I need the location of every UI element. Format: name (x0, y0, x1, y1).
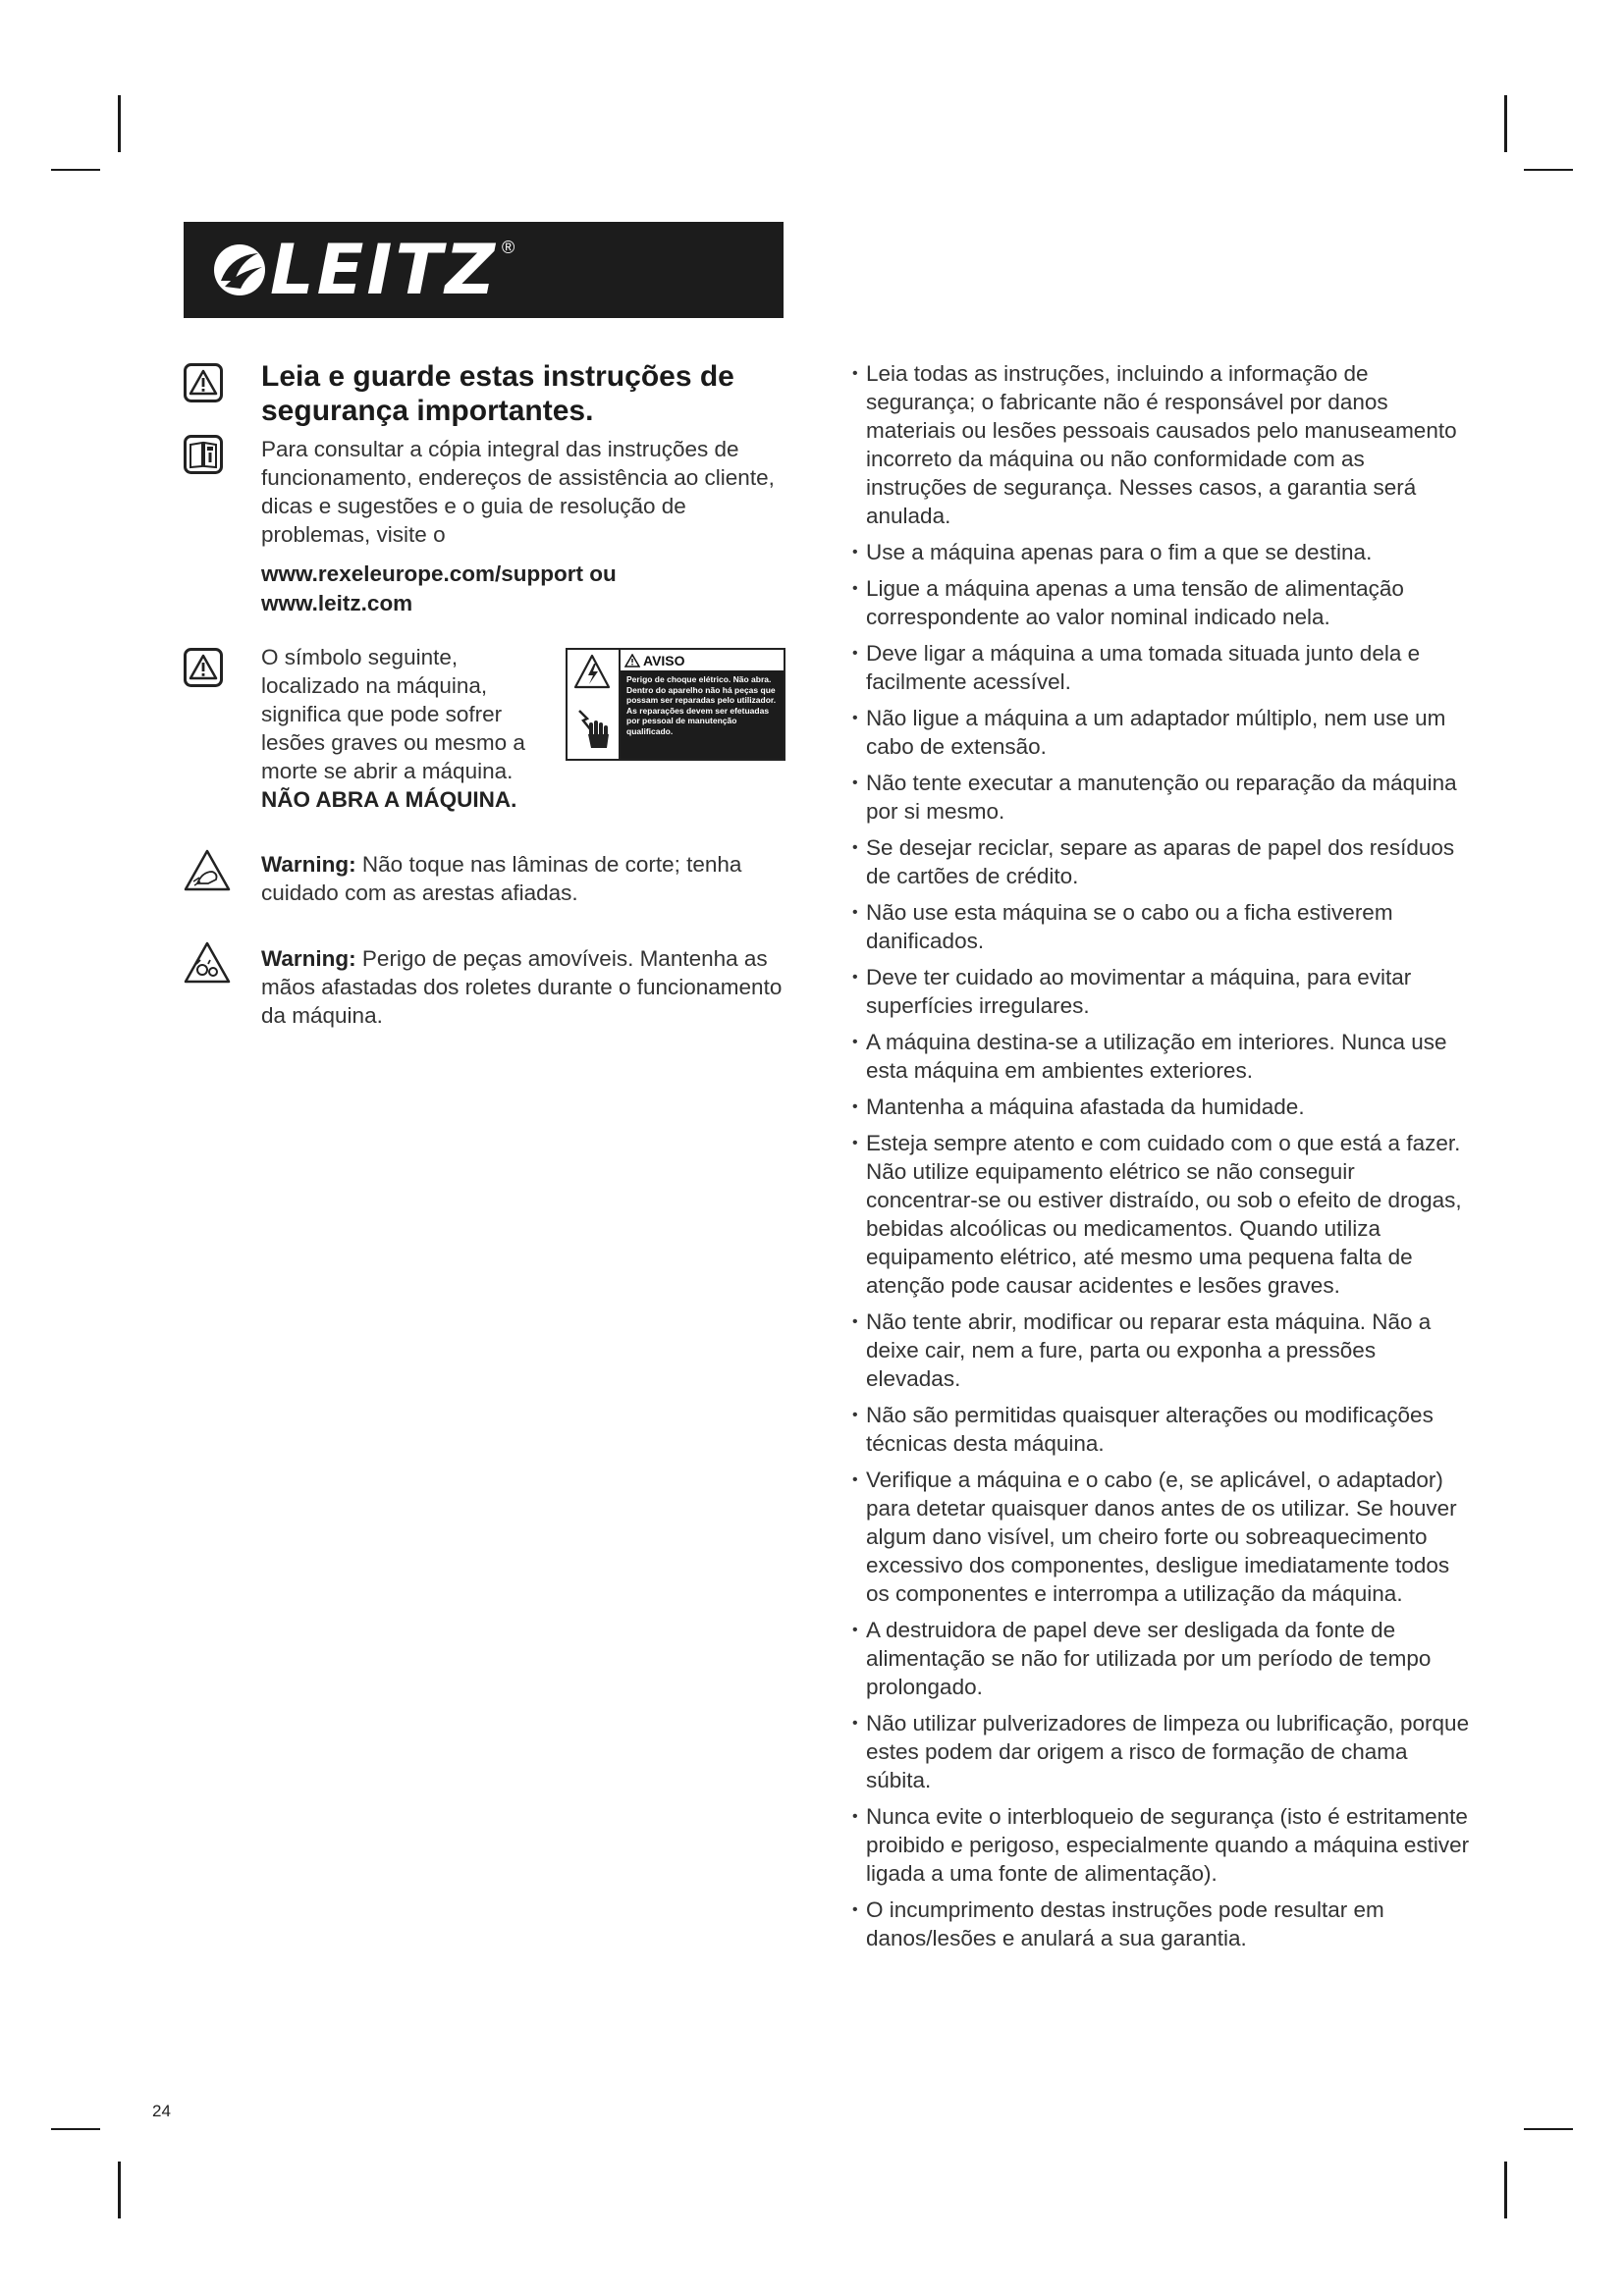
section-heading: Leia e guarde estas instruções de segurança importantes. (261, 360, 734, 427)
blade-hazard-icon (183, 848, 232, 893)
warning-text: Não toque nas lâminas de corte; tenha cuidado com as arestas afiadas. (261, 852, 742, 905)
warning-label: Warning: (261, 852, 356, 877)
bullet-item: • Não tente executar a manutenção ou reparação da máquina por si mesmo. (852, 769, 1471, 826)
registered-mark: ® (501, 238, 515, 257)
hand-shock-icon (573, 705, 613, 752)
bullet-item: • Se desejar reciclar, separe as aparas de papel dos resíduos de cartões de crédito. (852, 833, 1471, 890)
symbol-explanation-text: O símbolo seguinte, localizado na máquina, significa que pode sofrer lesões graves ou mesmo a morte se abrir a máquina. (261, 645, 525, 783)
support-urls (261, 560, 791, 618)
aviso-header (619, 650, 784, 670)
electric-shock-icon (573, 654, 611, 691)
warning-text: Perigo de peças amovíveis. Mantenha as mãos afastadas dos roletes durante o funcionamento da máquina. (261, 946, 783, 1028)
bullet-item: • Não tente abrir, modificar ou reparar esta máquina. Não a deixe cair, nem a fure, parta ou exponha a pressões elevadas. (852, 1308, 1471, 1393)
bullet-item: • Deve ter cuidado ao movimentar a máquina, para evitar superfícies irregulares. (852, 963, 1471, 1020)
aviso-title: AVISO (643, 652, 685, 668)
crop-mark (118, 95, 121, 152)
bullet-item: • O incumprimento destas instruções pode resultar em danos/lesões e anulará a sua garantia. (852, 1896, 1471, 1952)
crop-mark (1504, 95, 1507, 152)
warning-triangle-icon (184, 363, 223, 402)
aviso-icons (568, 650, 621, 759)
small-warning-icon (624, 654, 640, 667)
warning-label: Warning: (261, 946, 356, 971)
bullet-item: • Esteja sempre atento e com cuidado com o que está a fazer. Não utilize equipamento elétrico se não conseguir concentrar-se ou estiver distraído, ou sob o efeito de drogas, bebidas alcoólicas ou medicamentos. Quando utiliza equipamento elétrico, até mesmo uma pequena falta de atenção pode causar acidentes e lesões graves. (852, 1129, 1471, 1300)
bullet-item: • Deve ligar a máquina a uma tomada situada junto dela e facilmente acessível. (852, 639, 1471, 696)
safety-bullet-list (852, 359, 1471, 1960)
aviso-label (566, 648, 785, 761)
bullet-item: • A máquina destina-se a utilização em interiores. Nunca use esta máquina em ambientes exteriores. (852, 1028, 1471, 1085)
leitz-emblem-icon (211, 241, 268, 298)
logo-wordmark: LEITZ (270, 230, 498, 310)
crop-mark (1504, 2162, 1507, 2218)
crop-mark (51, 169, 100, 171)
bullet-item: • Use a máquina apenas para o fim a que se destina. (852, 538, 1471, 566)
bullet-item: • Nunca evite o interbloqueio de segurança (isto é estritamente proibido e perigoso, especialmente quando a máquina estiver ligada a uma fonte de alimentação). (852, 1802, 1471, 1888)
crop-mark (51, 2128, 100, 2130)
intro-paragraph: Para consultar a cópia integral das instruções de funcionamento, endereços de assistência ao cliente, dicas e sugestões e o guia de resolução de problemas, visite o (261, 437, 775, 547)
leitz-url-link[interactable]: www.leitz.com (261, 591, 413, 615)
bullet-item: • Ligue a máquina apenas a uma tensão de alimentação correspondente ao valor nominal indicado nela. (852, 574, 1471, 631)
blade-warning (261, 850, 791, 907)
bullet-item: • Leia todas as instruções, incluindo a informação de segurança; o fabricante não é responsável por danos materiais ou lesões pessoais causados pelo manuseamento incorreto da máquina ou não conformidade com as instruções de segurança. Nesses casos, a garantia será anulada. (852, 359, 1471, 530)
bullet-item: • Verifique a máquina e o cabo (e, se aplicável, o adaptador) para detetar quaisquer danos antes de os utilizar. Se houver algum dano visível, um cheiro forte ou sobreaquecimento excessivo dos componentes, desligue imediatamente todos os componentes e interrompa a utilização da máquina. (852, 1466, 1471, 1608)
crop-mark (1524, 2128, 1573, 2130)
bullet-item: • A destruidora de papel deve ser desligada da fonte de alimentação se não for utilizada por um período de tempo prolongado. (852, 1616, 1471, 1701)
aviso-text: Perigo de choque elétrico. Não abra. Dentro do aparelho não há peças que possam ser reparadas pelo utilizador. As reparações devem ser efetuadas por pessoal de manutenção qualificado. (621, 670, 784, 759)
page-number: 24 (152, 2102, 171, 2120)
moving-parts-hazard-icon (183, 940, 232, 986)
moving-parts-warning (261, 944, 791, 1030)
bullet-item: • Mantenha a máquina afastada da humidade. (852, 1093, 1471, 1121)
crop-mark (118, 2162, 121, 2218)
crop-mark (1524, 169, 1573, 171)
warning-triangle-icon (184, 648, 223, 687)
manual-info-icon (184, 435, 223, 474)
bullet-item: • Não use esta máquina se o cabo ou a ficha estiverem danificados. (852, 898, 1471, 955)
support-url-link[interactable]: www.rexeleurope.com/support ou (261, 561, 617, 586)
leitz-logo-bar (184, 222, 784, 318)
do-not-open-notice: NÃO ABRA A MÁQUINA. (261, 787, 517, 812)
bullet-item: • Não ligue a máquina a um adaptador múltiplo, nem use um cabo de extensão. (852, 704, 1471, 761)
bullet-item: • Não utilizar pulverizadores de limpeza ou lubrificação, porque estes podem dar origem a risco de formação de chama súbita. (852, 1709, 1471, 1794)
symbol-explanation (261, 643, 556, 814)
bullet-item: • Não são permitidas quaisquer alterações ou modificações técnicas desta máquina. (852, 1401, 1471, 1458)
